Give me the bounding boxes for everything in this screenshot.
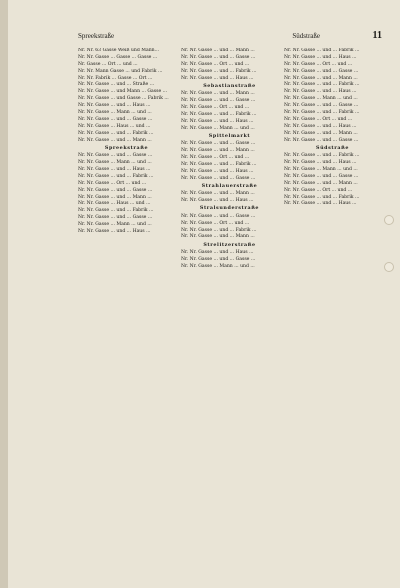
directory-entry: Nr. Nr. Gasse ... Gasse ... Gasse ... <box>78 54 158 60</box>
directory-entry: Nr. Nr. Gasse ... und ... Fabrik ... <box>284 82 360 88</box>
directory-entry: Nr. Nr. Gasse ... und ... Gasse ... <box>284 137 359 143</box>
directory-entry: Nr. Nr. Gasse ... Ort ... und ... <box>181 104 250 110</box>
directory-entry: Nr. Nr. Gasse ... und ... Gasse ... <box>181 54 256 60</box>
directory-entry: Nr. Nr. Gasse ... und ... Haus ... <box>181 75 254 81</box>
directory-entry: Nr. Nr. Gasse ... und ... Gasse ... <box>78 116 153 122</box>
directory-entry: Nr. Nr. Gasse ... Mann ... und ... <box>284 166 358 172</box>
page-number: 11 <box>372 30 382 41</box>
directory-entry: Nr. Nr. Gasse ... und ... Haus ... <box>284 89 357 95</box>
directory-entry: Nr. Nr. Gasse ... und ... Haus ... <box>78 103 151 109</box>
section-heading: Stralsunderstraße <box>199 205 260 212</box>
directory-entry: Nr. Nr. Gasse ... Ort ... und ... <box>181 154 250 160</box>
directory-entry: Nr. Nr. Gasse ... Haus ... und ... <box>78 123 151 129</box>
directory-entry: Nr. Nr. Gasse ... und ... Gasse ... <box>284 68 359 74</box>
directory-entry: Nr. Nr. Gasse ... und ... Fabrik ... <box>78 130 154 136</box>
directory-entry: Nr. Nr. Gasse ... und ... Gasse ... <box>181 256 256 262</box>
directory-entry: Nr. Nr. Gasse ... und ... Fabrik ... <box>78 173 154 179</box>
column-1 <box>78 48 175 271</box>
directory-entry: Nr. Nr. Gasse ... und ... Mann ... <box>181 148 255 154</box>
directory-entry: Nr. Nr. Gasse ... und ... Fabrik ... <box>78 208 154 214</box>
page-header <box>78 30 382 44</box>
directory-entry: Nr. Nr. Gasse ... und ... Haus ... <box>181 118 254 124</box>
directory-entry: Nr. Nr. Gasse ... Mann ... und ... <box>78 222 152 228</box>
section-heading: Sebastianstraße <box>203 82 256 89</box>
directory-entry: Nr. Nr. Gasse ... Mann ... und ... <box>284 96 358 102</box>
directory-entry: Nr. Nr. Gasse ... und ... Fabrik ... <box>181 227 257 233</box>
directory-entry: Nr. Nr. Gasse ... und ... Haus ... <box>181 250 254 255</box>
directory-entry: Nr. Nr. Gasse ... und ... Gasse ... <box>181 141 256 147</box>
directory-entry: Nr. Nr. Gasse ... und ... Gasse ... <box>284 103 359 109</box>
directory-entry: Nr. Nr. Gasse ... und ... Mann ... <box>181 91 255 97</box>
directory-entry: Nr. Nr. Gasse ... und ... Gasse ... <box>78 215 153 221</box>
directory-entry: Nr. Nr. Gasse ... und ... Gasse ... <box>284 173 359 179</box>
directory-entry: Nr. Nr. Gasse ... Ort ... und ... <box>181 220 250 226</box>
directory-entry: Nr. Nr. Fabrik ... Gasse ... Ort ... <box>78 75 153 81</box>
directory-entry: Nr. Nr. Gasse ... Mann ... und ... <box>181 125 255 131</box>
directory-entry: Nr. Nr. Gasse ... Mann ... und ... <box>78 160 152 166</box>
directory-entry: Nr. Nr. Gasse ... Ort ... und ... <box>284 116 353 122</box>
section-heading: Südstraße <box>316 144 349 151</box>
text-columns <box>78 48 382 271</box>
column-2 <box>181 48 278 271</box>
directory-entry: Nr. Nr. Gasse ... und ... Mann ... <box>181 48 255 53</box>
directory-entry: Nr. Nr. Gasse ... Mann ... und ... <box>78 110 152 116</box>
directory-entry: Nr. Nr. Gasse ... Ort ... und ... <box>284 187 353 193</box>
directory-entry: Nr. Nr. Gasse ... und ... Haus ... <box>284 160 357 166</box>
directory-entry: Nr. Nr. Mann Gasse ... und Fabrik ... <box>78 68 163 74</box>
punch-hole <box>384 262 394 272</box>
running-head-right: Südstraße <box>292 32 320 40</box>
directory-entry: Nr. Nr. Gasse ... Ort ... und ... <box>284 61 353 67</box>
directory-entry: Nr. Nr. Gasse ... und ... Gasse ... <box>181 98 256 104</box>
directory-entry: Nr. Nr. Gasse ... und ... Mann ... <box>78 194 152 200</box>
directory-entry: Nr. Nr. Gasse ... und ... Haus ... <box>78 166 151 172</box>
punch-hole <box>384 215 394 225</box>
directory-entry: Nr. Nr. Gasse ... und ... Mann ... <box>284 75 358 81</box>
directory-entry: Nr. Nr. Gasse ... und ... Straße ... <box>78 82 155 88</box>
directory-entry: Nr. Nr. Gasse ... und ... Haus ... <box>284 123 357 129</box>
directory-entry: Nr. Nr. Gasse ... und ... Haus ... <box>78 228 151 234</box>
directory-entry: Nr. Nr. Gasse ... und ... Mann ... <box>284 130 358 136</box>
directory-entry: Nr. Nr. Gasse ... und ... Fabrik ... <box>284 153 360 159</box>
directory-entry: Nr. Nr. Gasse ... und ... Fabrik ... <box>181 111 257 117</box>
section-heading: Strelitzerstraße <box>203 241 256 248</box>
directory-entry: Nr. Nr. Gasse ... und ... Gasse ... <box>78 153 153 159</box>
directory-entry: Nr. Nr. Gasse ... und Mann ... Gasse ... <box>78 89 168 95</box>
directory-entry: Nr. Nr. Gasse ... und Gasse ... Fabrik ... <box>78 96 169 102</box>
directory-entry: Nr. Nr. Gasse ... und ... Fabrik ... <box>284 48 360 53</box>
directory-entry: Nr. Nr. Gasse ... und ... Gasse ... <box>181 213 256 219</box>
directory-entry: Nr. Nr. Gasse ... und ... Haus ... <box>181 198 254 204</box>
section-heading: Spittelmarkt <box>208 132 251 139</box>
directory-entry: Nr. Nr. Gasse ... und ... Mann ... <box>284 180 358 186</box>
directory-entry: Nr. Nr. Gasse ... und ... Mann ... <box>181 191 255 197</box>
directory-entry: Nr. Nr. Gasse ... und ... Haus ... <box>181 168 254 174</box>
directory-entry: Nr. Nr. 63 Gasse Weiß und Mann... <box>78 48 159 53</box>
directory-entry: Nr. Nr. Gasse ... und ... Haus ... <box>284 201 357 207</box>
directory-entry: Nr. Nr. Gasse ... Haus ... und ... <box>78 201 151 207</box>
directory-entry: Nr. Gasse ... Ort ... und ... <box>78 61 138 67</box>
directory-entry: Nr. Nr. Gasse ... Mann ... und ... <box>181 263 255 269</box>
directory-entry: Nr. Nr. Gasse ... und ... Mann ... <box>181 234 255 240</box>
column-3 <box>284 48 381 271</box>
directory-entry: Nr. Nr. Gasse ... und ... Fabrik ... <box>284 110 360 116</box>
directory-entry: Nr. Nr. Gasse ... und ... Gasse ... <box>181 175 256 181</box>
directory-entry: Nr. Nr. Gasse ... Ort ... und ... <box>181 61 250 67</box>
section-heading: Strahlauerstraße <box>201 182 258 189</box>
section-heading: Spreekstraße <box>104 144 149 151</box>
directory-entry: Nr. Nr. Gasse ... und ... Fabrik ... <box>181 68 257 74</box>
directory-entry: Nr. Nr. Gasse ... und ... Mann ... <box>78 137 152 143</box>
directory-entry: Nr. Nr. Gasse ... und ... Gasse ... <box>78 187 153 193</box>
directory-entry: Nr. Nr. Gasse ... Ort ... und ... <box>78 180 147 186</box>
running-head-left: Spreekstraße <box>78 32 115 40</box>
page-edge <box>0 0 8 588</box>
directory-entry: Nr. Nr. Gasse ... und ... Haus ... <box>284 54 357 60</box>
directory-entry: Nr. Nr. Gasse ... und ... Fabrik ... <box>284 194 360 200</box>
directory-entry: Nr. Nr. Gasse ... und ... Fabrik ... <box>181 161 257 167</box>
